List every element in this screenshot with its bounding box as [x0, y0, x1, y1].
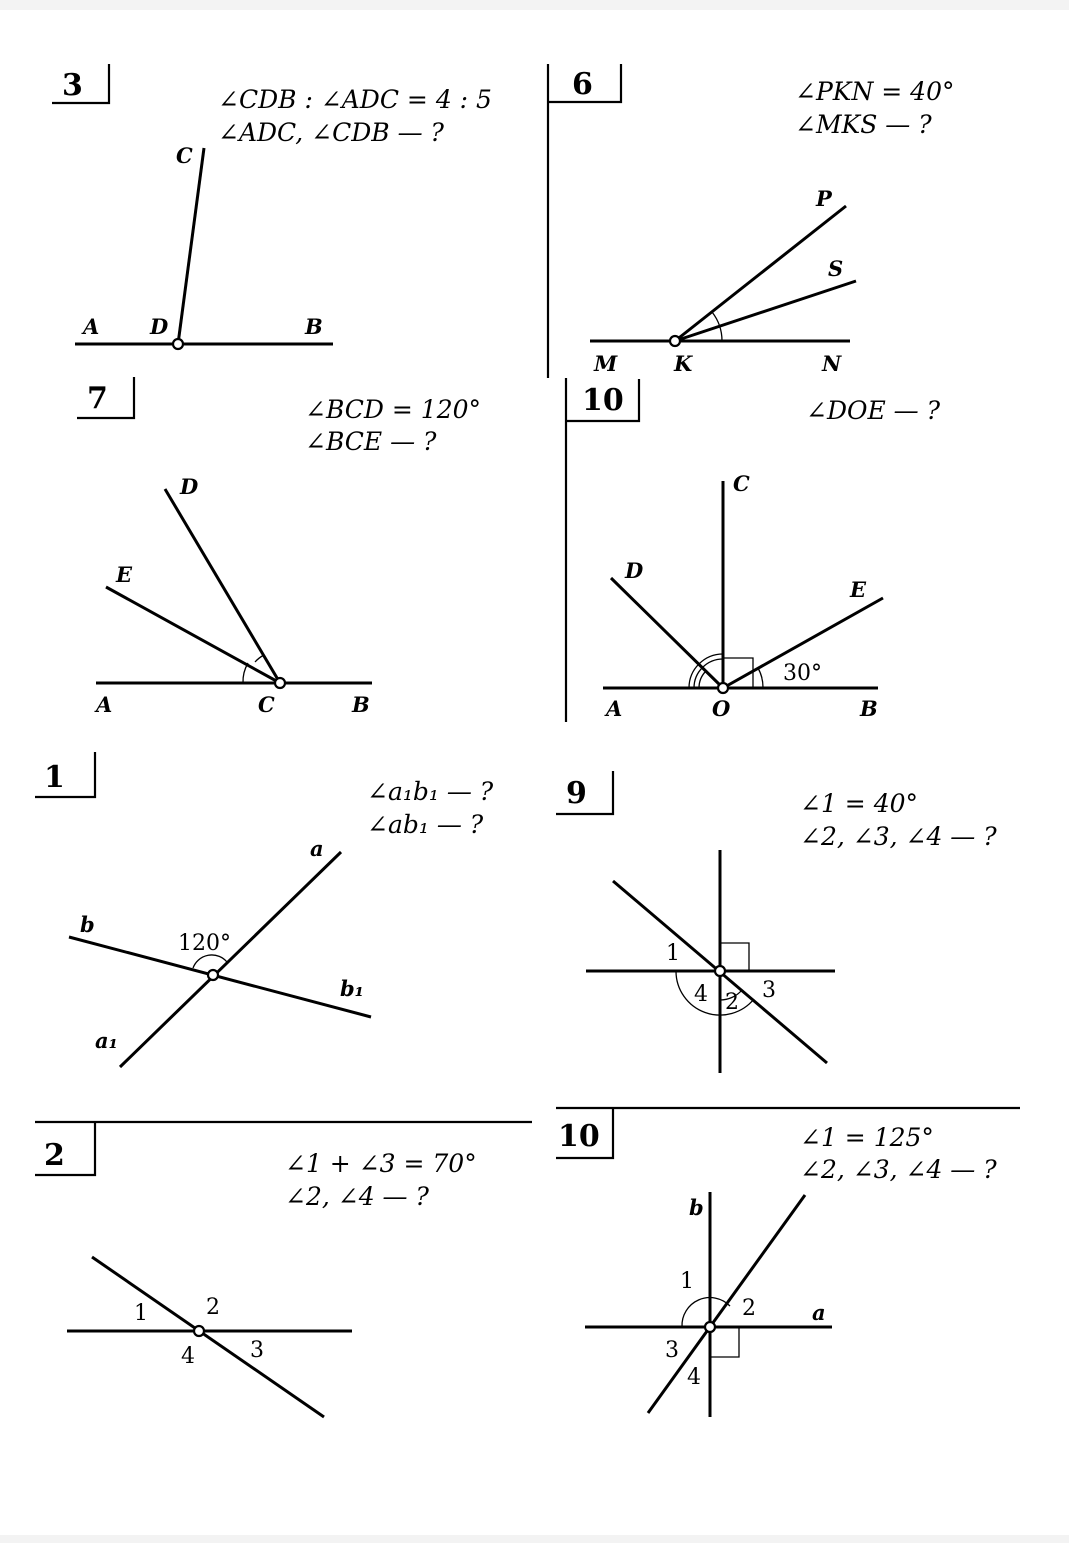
angle-arc-30	[758, 668, 763, 688]
problem-number: 1	[44, 760, 65, 795]
label-k: K	[674, 351, 693, 376]
angle-label-3: 3	[665, 1338, 679, 1363]
given-text: ∠BCD = 120°	[305, 395, 482, 424]
point-d	[173, 339, 183, 349]
find-text: ∠ab₁ — ?	[367, 810, 484, 839]
right-angle-mark	[710, 1327, 739, 1357]
label-d: D	[625, 558, 644, 583]
given-text: ∠CDB : ∠ADC = 4 : 5	[218, 85, 492, 114]
given-text: ∠1 = 40°	[800, 789, 919, 818]
problem-10-bottom	[556, 1108, 1020, 1417]
problem-2	[35, 1122, 532, 1417]
angle-label-2: 2	[206, 1295, 220, 1320]
point-c	[275, 678, 285, 688]
label-a: A	[606, 696, 623, 721]
problem-1	[35, 752, 494, 1067]
problem-number: 10	[582, 383, 624, 418]
find-text: ∠2, ∠4 — ?	[285, 1182, 429, 1211]
label-b: B	[352, 692, 370, 717]
problem-10-top	[566, 378, 941, 722]
angle-label-4: 4	[181, 1344, 195, 1369]
find-text: ∠MKS — ?	[795, 110, 932, 139]
label-a: A	[96, 692, 113, 717]
label-c: C	[258, 692, 275, 717]
angle-label-3: 3	[250, 1338, 264, 1363]
angle-label-1: 1	[134, 1301, 148, 1326]
problem-9	[556, 771, 997, 1073]
problem-number: 6	[572, 67, 593, 102]
angle-value: 30°	[783, 661, 822, 686]
angle-arc-inner	[699, 671, 706, 688]
find-text: ∠2, ∠3, ∠4 — ?	[800, 822, 997, 851]
ray-cd	[165, 489, 280, 683]
point-k	[670, 336, 680, 346]
problem-3	[52, 64, 492, 349]
angle-label-1: 1	[680, 1269, 694, 1294]
find-text: ∠DOE — ?	[806, 396, 941, 425]
angle-label-2: 2	[725, 990, 739, 1015]
problem-number: 3	[62, 68, 83, 103]
label-d: D	[180, 474, 199, 499]
label-b: b	[80, 912, 95, 937]
label-c: C	[733, 471, 750, 496]
angle-label-2: 2	[742, 1296, 756, 1321]
find-text: ∠BCE — ?	[305, 427, 437, 456]
angle-arc-inner	[255, 655, 264, 662]
label-n: N	[822, 351, 842, 376]
find-text: ∠2, ∠3, ∠4 — ?	[800, 1155, 997, 1184]
given-text: ∠a₁b₁ — ?	[367, 777, 494, 806]
problem-number: 2	[44, 1138, 65, 1173]
problem-number: 10	[558, 1119, 600, 1154]
label-p: P	[816, 186, 832, 211]
point-o	[718, 683, 728, 693]
label-m: M	[594, 351, 618, 376]
ray-ce	[106, 587, 280, 683]
angle-value: 120°	[178, 931, 231, 956]
problem-number: 9	[566, 776, 587, 811]
angle-label-3: 3	[762, 978, 776, 1003]
label-b1: b₁	[340, 976, 364, 1001]
label-a: a	[812, 1300, 826, 1325]
ray-kp	[675, 206, 846, 341]
intersection-point	[705, 1322, 715, 1332]
diagonal-line	[648, 1195, 805, 1413]
angle-label-1: 1	[666, 941, 680, 966]
angle-label-4: 4	[694, 982, 708, 1007]
label-d: D	[150, 314, 169, 339]
label-a: A	[83, 314, 100, 339]
problem-number: 7	[87, 381, 108, 416]
diagonal-line	[92, 1257, 324, 1417]
given-text: ∠1 = 125°	[800, 1123, 934, 1152]
label-e: E	[116, 562, 133, 587]
intersection-point	[715, 966, 725, 976]
label-o: O	[712, 696, 731, 721]
label-s: S	[828, 256, 844, 281]
label-b: B	[860, 696, 878, 721]
label-c: C	[176, 143, 193, 168]
problem-6	[548, 64, 954, 378]
find-text: ∠ADC, ∠CDB — ?	[218, 118, 444, 147]
given-text: ∠1 + ∠3 = 70°	[285, 1149, 477, 1178]
problem-7	[77, 377, 481, 717]
given-text: ∠PKN = 40°	[795, 77, 955, 106]
ray-ks	[675, 281, 856, 341]
label-b: B	[305, 314, 323, 339]
label-e: E	[850, 577, 867, 602]
intersection-point	[208, 970, 218, 980]
label-a: a	[310, 836, 324, 861]
label-a1: a₁	[95, 1028, 118, 1053]
angle-arc-large	[676, 971, 754, 1015]
angle-label-4: 4	[687, 1365, 701, 1390]
label-b: b	[689, 1195, 704, 1220]
intersection-point	[194, 1326, 204, 1336]
ray-dc	[178, 148, 204, 344]
